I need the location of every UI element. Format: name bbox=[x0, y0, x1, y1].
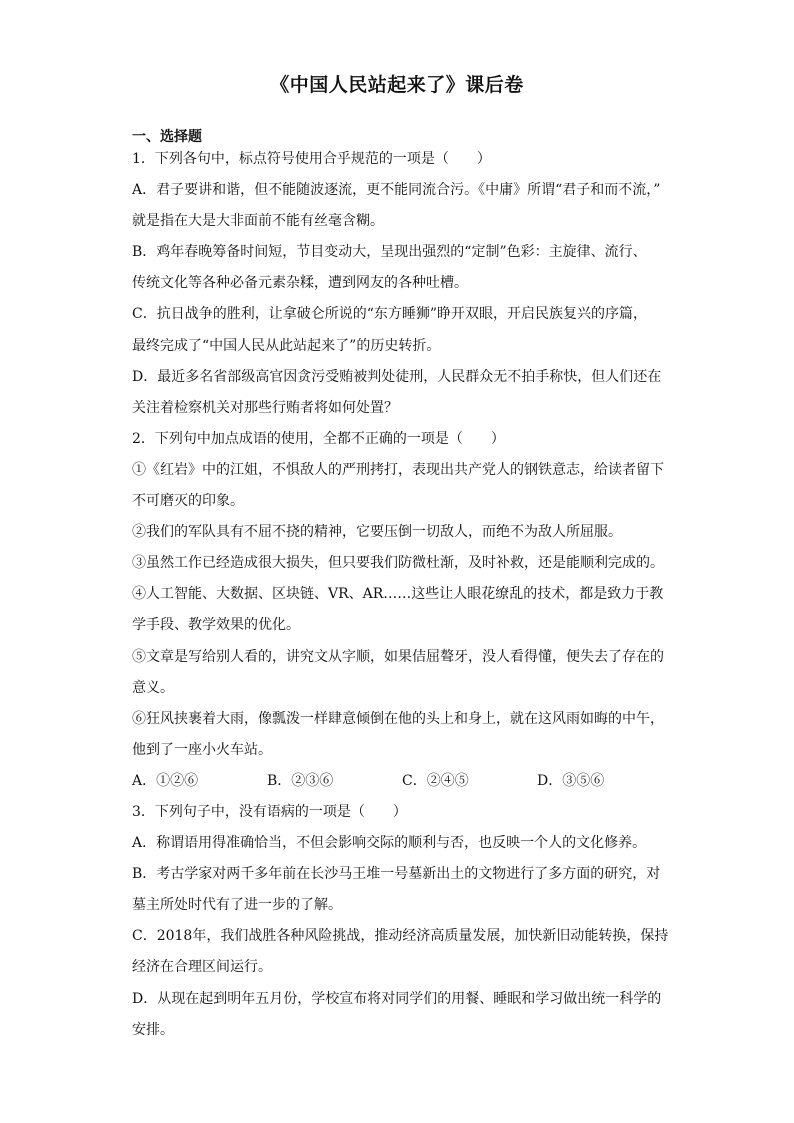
sentence-6-line-1: ⑥狂风挟裹着大雨，像瓢泼一样肆意倾倒在他的头上和身上，就在这风雨如晦的中午， bbox=[132, 710, 664, 727]
sentence-5-line-1: ⑤文章是写给别人看的，讲究文从字顺，如果佶屈聱牙，没人看得懂，便失去了存在的 bbox=[132, 648, 664, 665]
option-d-line-1: D．从现在起到明年五月份，学校宣布将对同学们的用餐、睡眠和学习做出统一科学的 bbox=[132, 990, 662, 1007]
option-b-line-1: B．鸡年春晚筹备时间短，节目变动大，呈现出强烈的“定制”色彩：主旋律、流行、 bbox=[132, 244, 647, 261]
option-b-line-2: 传统文化等各种必备元素杂糅，遭到网友的各种吐槽。 bbox=[132, 275, 468, 292]
question-stem: 3．下列句子中，没有语病的一项是（ ） bbox=[132, 803, 407, 820]
option-a: A．①②⑥ bbox=[132, 772, 199, 789]
option-a-line-1: A．君子要讲和谐，但不能随波逐流，更不能同流合污。《中庸》所谓“君子和而不流，” bbox=[132, 182, 661, 199]
sentence-5-line-2: 意义。 bbox=[132, 679, 174, 696]
question-1 bbox=[132, 149, 672, 429]
answer-options bbox=[132, 771, 672, 802]
option-d-line-1: D．最近多名省部级高官因贪污受贿被判处徒刑，人民群众无不拍手称快，但人们还在 bbox=[132, 368, 662, 385]
option-b-line-2: 墓主所处时代有了进一步的了解。 bbox=[132, 897, 342, 914]
sentence-2: ②我们的军队具有不屈不挠的精神，它要压倒一切敌人，而绝不为敌人所屈服。 bbox=[132, 524, 622, 541]
question-2 bbox=[132, 429, 672, 802]
document-title: 《中国人民站起来了》课后卷 bbox=[270, 74, 524, 96]
question-stem: 2．下列句中加点成语的使用，全都不正确的一项是（ ） bbox=[132, 430, 505, 447]
option-c: C．②④⑤ bbox=[402, 772, 469, 789]
question-3 bbox=[132, 802, 672, 1051]
option-c-line-2: 最终完成了“中国人民从此站起来了”的历史转折。 bbox=[132, 337, 441, 354]
option-c-line-2: 经济在合理区间运行。 bbox=[132, 959, 272, 976]
questions-body bbox=[132, 149, 672, 1051]
option-a-line-2: 就是指在大是大非面前不能有丝毫含糊。 bbox=[132, 213, 384, 230]
question-stem: 1．下列各句中，标点符号使用合乎规范的一项是（ ） bbox=[132, 151, 491, 167]
option-d-line-2: 安排。 bbox=[132, 1021, 174, 1038]
sentence-3: ③虽然工作已经造成很大损失，但只要我们防微杜渐，及时补救，还是能顺利完成的。 bbox=[132, 555, 664, 572]
sentence-1-line-1: ①《红岩》中的江姐，不惧敌人的严刑拷打，表现出共产党人的钢铁意志，给读者留下 bbox=[132, 461, 664, 478]
option-b: B．②③⑥ bbox=[267, 772, 334, 789]
sentence-4-line-1: ④人工智能、大数据、区块链、VR、AR……这些让人眼花缭乱的技术，都是致力于教 bbox=[132, 586, 664, 603]
option-c-line-1: C．抗日战争的胜利，让拿破仑所说的“东方睡狮”睁开双眼，开启民族复兴的序篇， bbox=[132, 306, 648, 323]
option-b-line-1: B．考古学家对两千多年前在长沙马王堆一号墓新出土的文物进行了多方面的研究，对 bbox=[132, 866, 661, 883]
sentence-4-line-2: 学手段、教学效果的优化。 bbox=[132, 617, 300, 634]
option-c-line-1: C．2018年，我们战胜各种风险挑战，推动经济高质量发展，加快新旧动能转换，保持 bbox=[132, 928, 669, 945]
option-d-line-2: 关注着检察机关对那些行贿者将如何处置？ bbox=[132, 399, 398, 416]
section-heading: 一、选择题 bbox=[132, 129, 202, 145]
option-a-line-1: A．称谓语用得准确恰当，不但会影响交际的顺利与否，也反映一个人的文化修养。 bbox=[132, 835, 647, 852]
sentence-6-line-2: 他到了一座小火车站。 bbox=[132, 741, 272, 758]
sentence-1-line-2: 不可磨灭的印象。 bbox=[132, 493, 244, 510]
option-d: D．③⑤⑥ bbox=[537, 772, 605, 789]
